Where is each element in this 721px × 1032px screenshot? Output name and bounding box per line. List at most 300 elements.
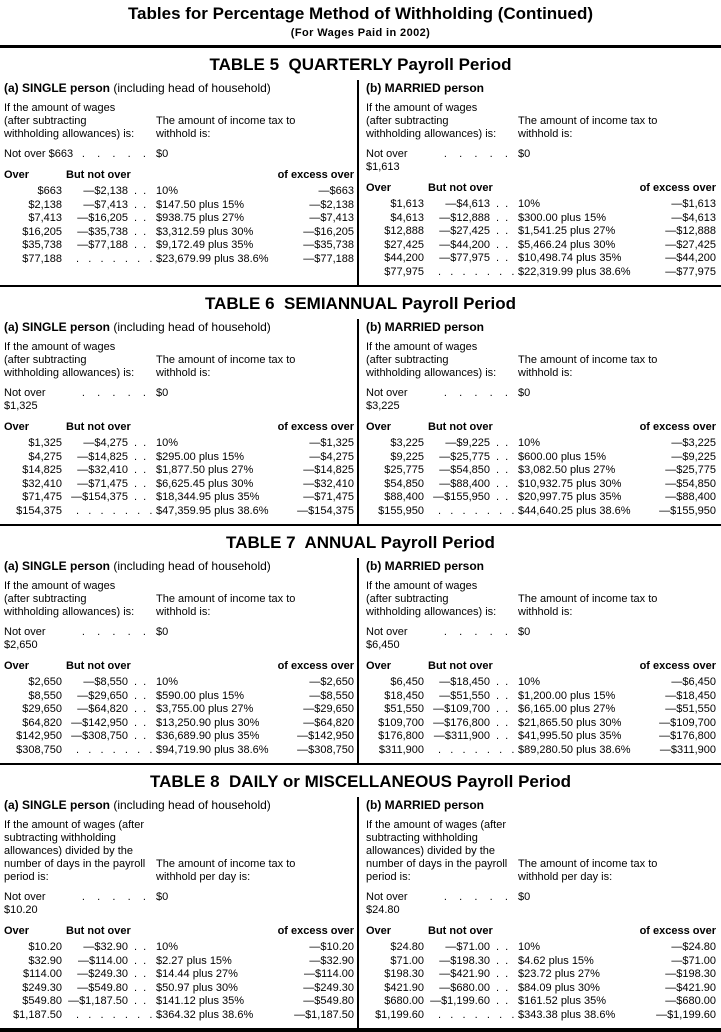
- bracket-rows: [4, 185, 354, 266]
- over-amount: $421.90: [384, 981, 424, 994]
- intro-row: [4, 580, 354, 619]
- tax-formula: $1,877.50 plus 27%: [156, 464, 254, 477]
- but-not-over-header: But not over: [428, 421, 493, 434]
- dot-leader: . .: [496, 954, 509, 967]
- bracket-row: [366, 505, 716, 519]
- excess-over-amount: —$114.00: [304, 968, 354, 981]
- dot-leader: . . . . . . .: [76, 1008, 153, 1021]
- bracket-row: [366, 941, 716, 955]
- tax-formula: $3,082.50 plus 27%: [518, 464, 616, 477]
- single-heading-rest: (including head of household): [110, 81, 271, 96]
- dot-leader: . .: [134, 437, 147, 450]
- bottom-rule: [0, 1028, 721, 1032]
- but-not-over-amount: —$12,888: [439, 211, 490, 224]
- bracket-rows: [4, 437, 354, 518]
- tax-formula: $147.50 plus 15%: [156, 198, 245, 211]
- single-panel: [0, 558, 357, 763]
- excess-over-amount: —$680.00: [665, 995, 716, 1008]
- table-columns: [0, 319, 721, 524]
- but-not-over-amount: —$4,613: [445, 198, 490, 211]
- tax-formula: $18,344.95 plus 35%: [156, 491, 260, 504]
- over-amount: $4,613: [390, 211, 424, 224]
- over-amount: $1,613: [390, 198, 424, 211]
- table-title: TABLE 7 ANNUAL Payroll Period: [226, 533, 495, 553]
- wages-condition-text: If the amount of wages (after subtracting withholding allowances) is:: [4, 580, 135, 619]
- excess-over-header: of excess over: [639, 660, 716, 673]
- but-not-over-amount: —$198.30: [439, 954, 490, 967]
- not-over-left: [4, 387, 156, 413]
- excess-over-amount: —$1,613: [671, 198, 716, 211]
- but-not-over-amount: —$8,550: [83, 676, 128, 689]
- dot-leader: . .: [496, 995, 509, 1008]
- excess-over-amount: —$2,138: [309, 198, 354, 211]
- payroll-table-section: [0, 294, 721, 526]
- dot-leader: . .: [496, 703, 509, 716]
- but-not-over-amount: —$88,400: [439, 477, 490, 490]
- over-header: Over: [366, 925, 392, 938]
- bracket-row: [366, 478, 716, 492]
- table-columns: [0, 558, 721, 763]
- over-amount: $3,225: [390, 437, 424, 450]
- excess-over-amount: —$3,225: [671, 437, 716, 450]
- tax-amount-text: The amount of income tax to withhold is:: [156, 354, 296, 380]
- tax-formula: $1,200.00 plus 15%: [518, 689, 616, 702]
- over-amount: $198.30: [384, 968, 424, 981]
- bracket-row: [4, 676, 354, 690]
- wages-condition-text: If the amount of wages (after subtracting withholding allowances) is:: [4, 341, 135, 380]
- bracket-row: [366, 198, 716, 212]
- bracket-row: [4, 253, 354, 267]
- married-heading-bold: (b) MARRIED person: [366, 798, 484, 813]
- excess-over-amount: —$54,850: [665, 477, 716, 490]
- payroll-table-section: [0, 533, 721, 765]
- bracket-row: [4, 239, 354, 253]
- tax-formula: 10%: [518, 941, 541, 954]
- over-amount: $29,650: [22, 703, 62, 716]
- not-over-value: $0: [518, 891, 531, 904]
- over-amount: $8,550: [28, 689, 62, 702]
- single-heading-bold: (a) SINGLE person: [4, 320, 111, 335]
- table-columns: [0, 797, 721, 1028]
- dot-leader: . .: [496, 450, 509, 463]
- dot-leader: . .: [134, 716, 147, 729]
- not-over-label: Not over $663: [4, 148, 74, 161]
- but-not-over-amount: —$29,650: [77, 689, 128, 702]
- bracket-row: [4, 941, 354, 955]
- intro-row: [366, 102, 716, 141]
- excess-over-amount: —$29,650: [303, 703, 354, 716]
- not-over-row: [4, 626, 354, 652]
- but-not-over-amount: —$35,738: [77, 225, 128, 238]
- bracket-row: [366, 491, 716, 505]
- bracket-row: [366, 464, 716, 478]
- bracket-row: [4, 744, 354, 758]
- married-heading-bold: (b) MARRIED person: [366, 320, 484, 335]
- not-over-label: Not over $10.20: [4, 891, 46, 917]
- dot-leader: . . . . .: [81, 626, 146, 639]
- over-amount: $10.20: [28, 941, 62, 954]
- payroll-table-section: [0, 772, 721, 1028]
- tax-formula: $938.75 plus 27%: [156, 212, 245, 225]
- but-not-over-amount: —$2,138: [83, 185, 128, 198]
- page-subtitle: (For Wages Paid in 2002): [290, 27, 431, 40]
- excess-over-amount: —$32.90: [309, 954, 354, 967]
- over-amount: $6,450: [390, 676, 424, 689]
- dot-leader: . . . . .: [443, 891, 508, 904]
- dot-leader: . .: [496, 238, 509, 251]
- dot-leader: . . . . . . .: [438, 265, 515, 278]
- bracket-row: [4, 690, 354, 704]
- tax-formula: $10,498.74 plus 35%: [518, 252, 622, 265]
- excess-over-amount: —$6,450: [671, 676, 716, 689]
- over-amount: $54,850: [384, 477, 424, 490]
- tax-formula: $4.62 plus 15%: [518, 954, 594, 967]
- single-panel: [0, 319, 357, 524]
- not-over-value: $0: [518, 387, 531, 400]
- dot-leader: . .: [496, 464, 509, 477]
- bracket-rows: [4, 676, 354, 757]
- but-not-over-amount: —$1,199.60: [430, 995, 490, 1008]
- column-headers: [366, 925, 716, 938]
- but-not-over-amount: —$14,825: [77, 450, 128, 463]
- not-over-left: [366, 626, 518, 652]
- bracket-row: [366, 212, 716, 226]
- tax-formula: $36,689.90 plus 35%: [156, 730, 260, 743]
- tax-amount-text: The amount of income tax to withhold is:: [156, 593, 296, 619]
- married-heading: [366, 81, 716, 95]
- column-headers: [4, 421, 354, 434]
- not-over-label: Not over $2,650: [4, 626, 46, 652]
- single-heading-rest: (including head of household): [110, 559, 271, 574]
- tax-formula: $50.97 plus 30%: [156, 981, 238, 994]
- bracket-rows: [4, 941, 354, 1022]
- excess-over-amount: —$25,775: [665, 464, 716, 477]
- bracket-row: [366, 239, 716, 253]
- over-amount: $32.90: [28, 954, 62, 967]
- tax-formula: $44,640.25 plus 38.6%: [518, 504, 631, 517]
- dot-leader: . .: [496, 477, 509, 490]
- tax-formula: 10%: [156, 941, 179, 954]
- bracket-row: [4, 730, 354, 744]
- bracket-row: [4, 505, 354, 519]
- not-over-label: Not over $24.80: [366, 891, 408, 917]
- excess-over-amount: —$51,550: [665, 703, 716, 716]
- bracket-row: [366, 968, 716, 982]
- not-over-value: $0: [156, 148, 169, 161]
- over-amount: $154,375: [16, 504, 62, 517]
- over-amount: $1,187.50: [13, 1008, 62, 1021]
- over-header: Over: [366, 660, 392, 673]
- bracket-row: [4, 226, 354, 240]
- dot-leader: . .: [496, 716, 509, 729]
- excess-over-amount: —$16,205: [303, 225, 354, 238]
- bracket-row: [4, 478, 354, 492]
- single-heading-rest: (including head of household): [110, 320, 271, 335]
- over-header: Over: [4, 925, 30, 938]
- but-not-over-amount: —$77,188: [77, 239, 128, 252]
- dot-leader: . .: [496, 437, 509, 450]
- not-over-label: Not over $1,613: [366, 148, 408, 174]
- tax-amount-text: The amount of income tax to withhold is:: [518, 593, 658, 619]
- but-not-over-amount: —$114.00: [78, 954, 128, 967]
- tax-formula: $6,165.00 plus 27%: [518, 703, 616, 716]
- wages-condition-text: If the amount of wages (after subtracting withholding allowances) divided by the number of days in the payroll period is:: [366, 819, 508, 884]
- dot-leader: . .: [496, 491, 509, 504]
- excess-over-amount: —$8,550: [309, 689, 354, 702]
- dot-leader: . .: [134, 198, 147, 211]
- bracket-row: [4, 982, 354, 996]
- not-over-row: [4, 148, 354, 161]
- tax-formula: $300.00 plus 15%: [518, 211, 607, 224]
- over-header: Over: [4, 660, 30, 673]
- but-not-over-header: But not over: [66, 660, 131, 673]
- excess-over-amount: —$71.00: [671, 954, 716, 967]
- excess-over-amount: —$10.20: [309, 941, 354, 954]
- bracket-row: [366, 676, 716, 690]
- excess-over-amount: —$109,700: [659, 716, 716, 729]
- dot-leader: . .: [134, 730, 147, 743]
- excess-over-amount: —$14,825: [303, 464, 354, 477]
- tax-formula: $47,359.95 plus 38.6%: [156, 504, 269, 517]
- over-amount: $25,775: [384, 464, 424, 477]
- but-not-over-amount: —$308,750: [71, 730, 128, 743]
- but-not-over-amount: —$4,275: [83, 437, 128, 450]
- but-not-over-amount: —$32.90: [83, 941, 128, 954]
- excess-over-header: of excess over: [639, 925, 716, 938]
- but-not-over-amount: —$421.90: [439, 968, 490, 981]
- dot-leader: . . . . . . .: [438, 504, 515, 517]
- tax-formula: $21,865.50 plus 30%: [518, 716, 622, 729]
- page-title: Tables for Percentage Method of Withholding (Continued): [127, 4, 594, 23]
- not-over-left: [4, 626, 156, 652]
- excess-over-amount: —$421.90: [665, 981, 716, 994]
- tax-formula: $600.00 plus 15%: [518, 450, 607, 463]
- dot-leader: . . . . . . .: [438, 743, 515, 756]
- over-amount: $64,820: [22, 716, 62, 729]
- bracket-row: [366, 437, 716, 451]
- married-heading: [366, 559, 716, 573]
- over-amount: $1,199.60: [375, 1008, 424, 1021]
- single-heading: [4, 81, 354, 95]
- single-heading-rest: (including head of household): [110, 798, 271, 813]
- excess-over-amount: —$77,188: [303, 252, 354, 265]
- over-amount: $4,275: [28, 450, 62, 463]
- not-over-label: Not over $3,225: [366, 387, 408, 413]
- tax-formula: $6,625.45 plus 30%: [156, 477, 254, 490]
- bracket-row: [366, 717, 716, 731]
- excess-over-amount: —$71,475: [303, 491, 354, 504]
- but-not-over-amount: —$32,410: [77, 464, 128, 477]
- excess-over-amount: —$64,820: [303, 716, 354, 729]
- tax-formula: 10%: [156, 437, 179, 450]
- dot-leader: . .: [134, 968, 147, 981]
- top-rule: [0, 45, 721, 48]
- bracket-rows: [366, 198, 716, 279]
- bracket-rows: [366, 437, 716, 518]
- excess-over-amount: —$2,650: [309, 676, 354, 689]
- table-columns: [0, 80, 721, 285]
- bracket-row: [366, 1009, 716, 1023]
- over-amount: $88,400: [384, 491, 424, 504]
- excess-over-amount: —$18,450: [665, 689, 716, 702]
- but-not-over-amount: —$54,850: [439, 464, 490, 477]
- tax-formula: $3,755.00 plus 27%: [156, 703, 254, 716]
- bracket-row: [4, 451, 354, 465]
- married-heading-bold: (b) MARRIED person: [366, 81, 484, 96]
- dot-leader: . . . . . . .: [76, 504, 153, 517]
- over-amount: $663: [37, 185, 62, 198]
- single-heading-bold: (a) SINGLE person: [4, 559, 111, 574]
- excess-over-amount: —$24.80: [671, 941, 716, 954]
- bracket-row: [4, 968, 354, 982]
- column-headers: [4, 169, 354, 182]
- bracket-row: [4, 212, 354, 226]
- dot-leader: . .: [134, 676, 147, 689]
- dot-leader: . .: [134, 225, 147, 238]
- over-amount: $109,700: [378, 716, 424, 729]
- tax-formula: $590.00 plus 15%: [156, 689, 245, 702]
- column-headers: [4, 660, 354, 673]
- excess-over-amount: —$44,200: [665, 252, 716, 265]
- tax-formula: $84.09 plus 30%: [518, 981, 600, 994]
- excess-over-amount: —$35,738: [303, 239, 354, 252]
- married-panel: [359, 319, 719, 524]
- excess-over-amount: —$249.30: [303, 981, 354, 994]
- over-amount: $680.00: [384, 995, 424, 1008]
- over-amount: $114.00: [23, 968, 62, 981]
- wages-condition-text: If the amount of wages (after subtracting withholding allowances) is:: [366, 580, 497, 619]
- table-title: TABLE 5 QUARTERLY Payroll Period: [209, 55, 512, 75]
- over-amount: $71,475: [22, 491, 62, 504]
- excess-over-header: of excess over: [277, 925, 354, 938]
- intro-row: [4, 102, 354, 141]
- but-not-over-amount: —$680.00: [439, 981, 490, 994]
- excess-over-amount: —$308,750: [297, 743, 354, 756]
- excess-over-amount: —$4,613: [671, 211, 716, 224]
- dot-leader: . . . . .: [81, 387, 146, 400]
- tax-formula: $22,319.99 plus 38.6%: [518, 265, 631, 278]
- over-amount: $249.30: [22, 981, 62, 994]
- over-amount: $51,550: [384, 703, 424, 716]
- not-over-row: [366, 891, 716, 917]
- dot-leader: . . . . . . .: [76, 252, 153, 265]
- excess-over-amount: —$88,400: [665, 491, 716, 504]
- not-over-left: [366, 387, 518, 413]
- dot-leader: . .: [134, 491, 147, 504]
- excess-over-amount: —$311,900: [659, 743, 716, 756]
- not-over-label: Not over $1,325: [4, 387, 46, 413]
- dot-leader: . .: [134, 450, 147, 463]
- over-amount: $77,975: [384, 265, 424, 278]
- tax-amount-text: The amount of income tax to withhold per day is:: [156, 858, 296, 884]
- but-not-over-header: But not over: [66, 421, 131, 434]
- over-amount: $12,888: [384, 225, 424, 238]
- excess-over-amount: —$663: [318, 185, 354, 198]
- married-panel: [359, 80, 719, 285]
- tax-formula: $5,466.24 plus 30%: [518, 238, 616, 251]
- dot-leader: . . . . . . .: [438, 1008, 515, 1021]
- over-amount: $32,410: [22, 477, 62, 490]
- not-over-value: $0: [518, 626, 531, 639]
- bracket-row: [4, 995, 354, 1009]
- single-heading-bold: (a) SINGLE person: [4, 81, 111, 96]
- excess-over-amount: —$32,410: [303, 477, 354, 490]
- excess-over-amount: —$176,800: [659, 730, 716, 743]
- tax-formula: 10%: [156, 185, 179, 198]
- dot-leader: . .: [496, 211, 509, 224]
- not-over-value: $0: [156, 387, 169, 400]
- tax-formula: $343.38 plus 38.6%: [518, 1008, 616, 1021]
- intro-row: [366, 341, 716, 380]
- over-amount: $14,825: [22, 464, 62, 477]
- over-amount: $24.80: [390, 941, 424, 954]
- single-panel: [0, 80, 357, 285]
- excess-over-amount: —$154,375: [297, 504, 354, 517]
- dot-leader: . .: [134, 212, 147, 225]
- single-heading: [4, 320, 354, 334]
- dot-leader: . .: [496, 968, 509, 981]
- over-amount: $27,425: [384, 238, 424, 251]
- column-headers: [366, 421, 716, 434]
- not-over-label: Not over $6,450: [366, 626, 408, 652]
- over-amount: $311,900: [378, 743, 424, 756]
- excess-over-amount: —$77,975: [665, 265, 716, 278]
- tax-formula: $161.52 plus 35%: [518, 995, 607, 1008]
- intro-row: [4, 819, 354, 884]
- dot-leader: . . . . .: [443, 387, 508, 400]
- bracket-row: [366, 703, 716, 717]
- payroll-table-section: [0, 55, 721, 287]
- bracket-row: [4, 464, 354, 478]
- tax-formula: 10%: [518, 198, 541, 211]
- excess-over-amount: —$9,225: [671, 450, 716, 463]
- not-over-row: [4, 387, 354, 413]
- bracket-row: [4, 703, 354, 717]
- dot-leader: . .: [134, 981, 147, 994]
- but-not-over-header: But not over: [428, 182, 493, 195]
- bracket-row: [4, 1009, 354, 1023]
- married-heading: [366, 320, 716, 334]
- single-heading: [4, 798, 354, 812]
- bracket-row: [366, 451, 716, 465]
- excess-over-header: of excess over: [277, 421, 354, 434]
- over-header: Over: [366, 182, 392, 195]
- bracket-row: [366, 955, 716, 969]
- over-amount: $549.80: [22, 995, 62, 1008]
- bracket-row: [4, 437, 354, 451]
- bracket-row: [366, 225, 716, 239]
- over-amount: $155,950: [378, 504, 424, 517]
- bracket-row: [366, 982, 716, 996]
- but-not-over-header: But not over: [66, 925, 131, 938]
- bracket-row: [366, 995, 716, 1009]
- dot-leader: . .: [496, 981, 509, 994]
- excess-over-amount: —$4,275: [309, 450, 354, 463]
- over-amount: $1,325: [28, 437, 62, 450]
- married-heading-bold: (b) MARRIED person: [366, 559, 484, 574]
- tax-formula: $3,312.59 plus 30%: [156, 225, 254, 238]
- dot-leader: . .: [496, 198, 509, 211]
- dot-leader: . .: [496, 252, 509, 265]
- over-header: Over: [4, 169, 30, 182]
- dot-leader: . . . . .: [81, 891, 146, 904]
- over-amount: $9,225: [390, 450, 424, 463]
- tax-amount-text: The amount of income tax to withhold is:: [156, 115, 296, 141]
- wages-condition-text: If the amount of wages (after subtracting withholding allowances) divided by the number of days in the payroll period is:: [4, 819, 146, 884]
- tax-amount-text: The amount of income tax to withhold is:: [518, 115, 658, 141]
- but-not-over-amount: —$71,475: [77, 477, 128, 490]
- table-title: TABLE 8 DAILY or MISCELLANEOUS Payroll Period: [150, 772, 571, 792]
